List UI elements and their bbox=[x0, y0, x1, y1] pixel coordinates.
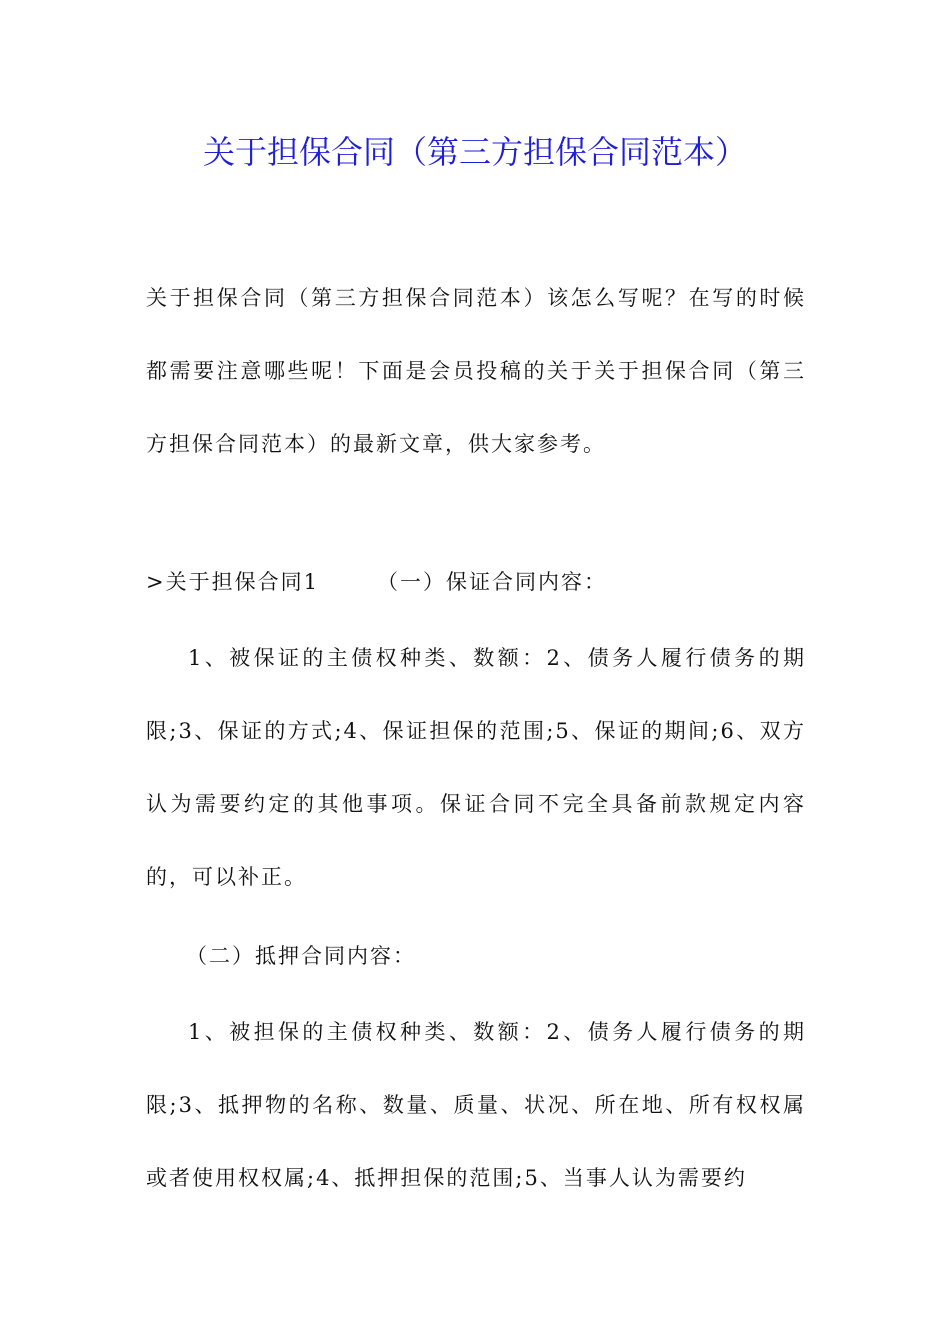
sub-heading-guarantee: （一）保证合同内容： bbox=[376, 570, 607, 594]
section-heading: >关于担保合同1 bbox=[146, 570, 319, 594]
sub-heading-mortgage: （二）抵押合同内容： bbox=[186, 944, 416, 968]
guarantee-contract-paragraph: 1、被保证的主债权种类、数额：2、债务人履行债务的期限;3、保证的方式;4、保证担保的范围;5、保证的期间;6、双方认为需要约定的其他事项。保证合同不完全具备前款规定内容的，可以补正。 bbox=[146, 646, 806, 889]
section-line bbox=[146, 546, 806, 619]
document-title: 关于担保合同（第三方担保合同范本） bbox=[202, 133, 747, 171]
mortgage-contract-paragraph: 1、被担保的主债权种类、数额：2、债务人履行债务的期限;3、抵押物的名称、数量、质量、状况、所在地、所有权权属或者使用权权属;4、抵押担保的范围;5、当事人认为需要约 bbox=[146, 1020, 806, 1190]
intro-paragraph: 关于担保合同（第三方担保合同范本）该怎么写呢？在写的时候都需要注意哪些呢！下面是会员投稿的关于关于担保合同（第三方担保合同范本）的最新文章，供大家参考。 bbox=[146, 286, 806, 456]
